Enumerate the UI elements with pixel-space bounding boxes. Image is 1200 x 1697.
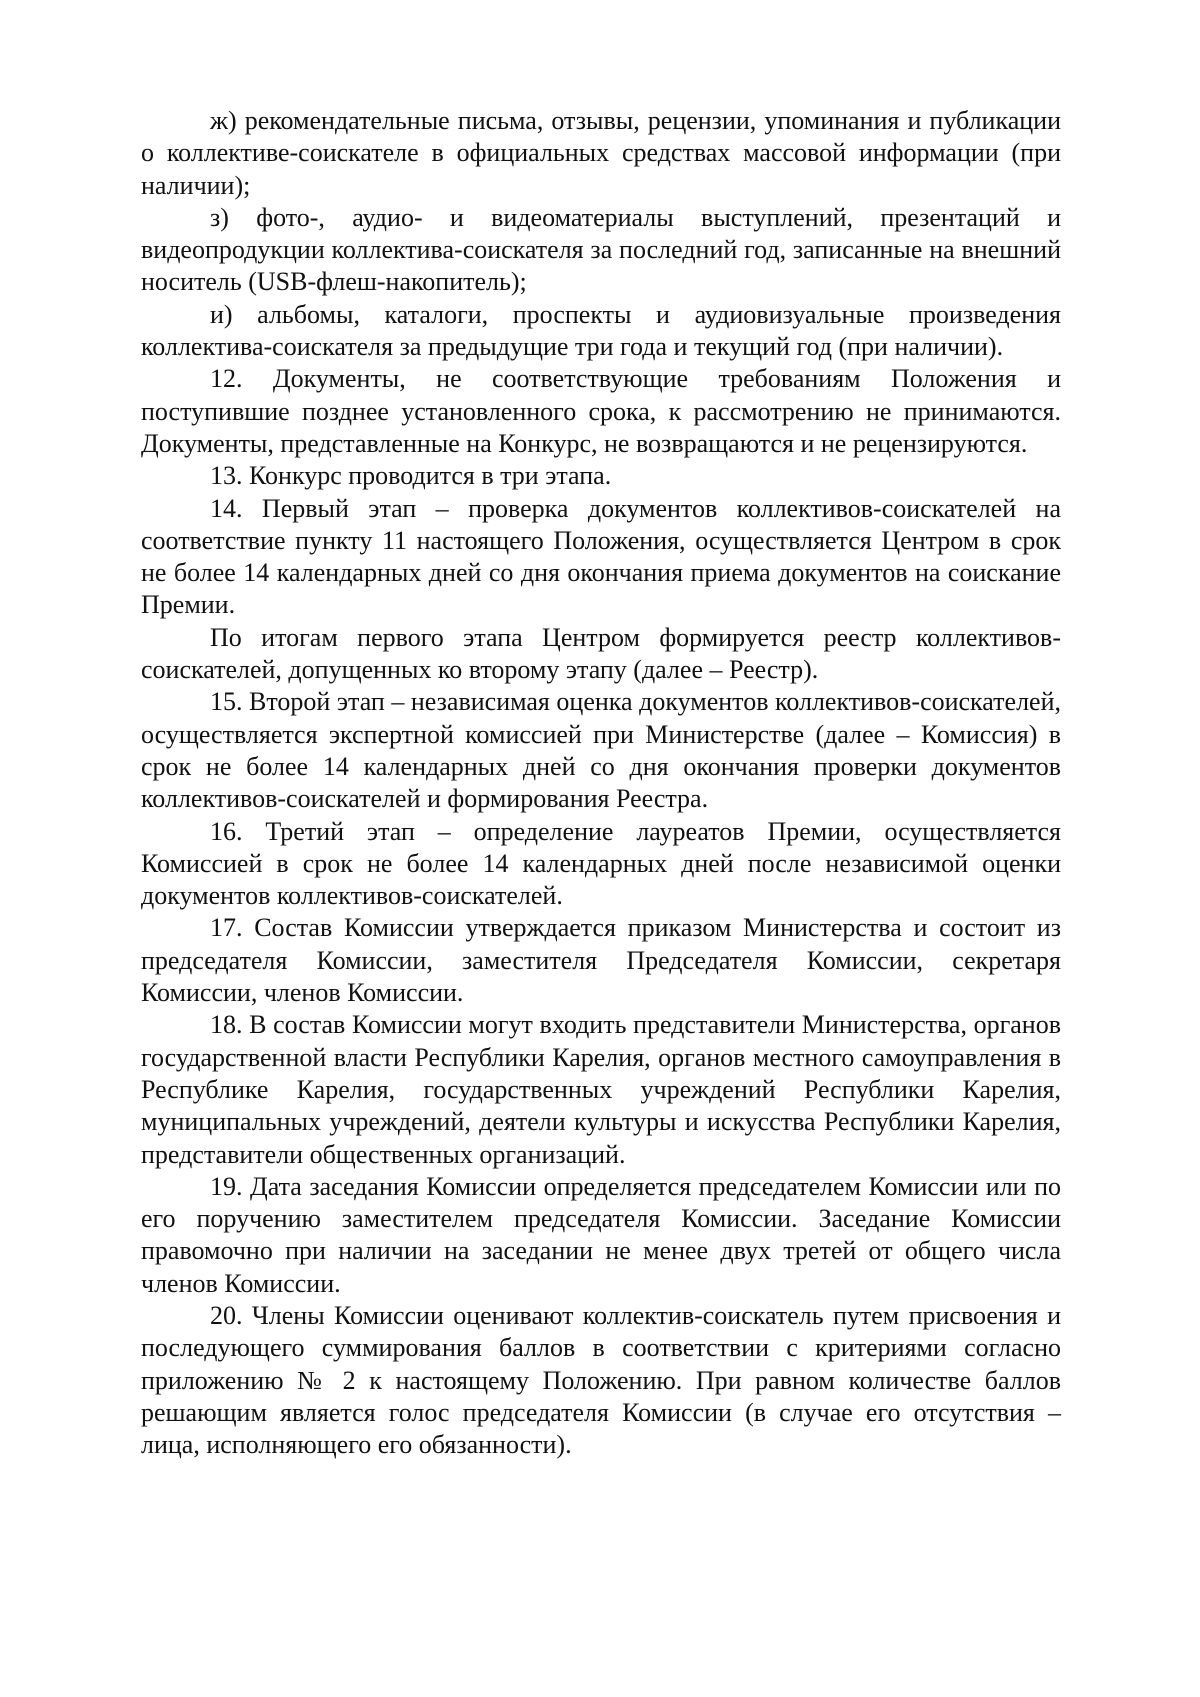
paragraph-clause-14: 14. Первый этап – проверка документов коллективов-соискателей на соответствие пункту 11 настоящего Положения, осуществляется Центром в срок не более 14 календарных дней со дня окончания приема документов на соискание Премии.	[141, 493, 1061, 620]
paragraph-item-i: и) альбомы, каталоги, проспекты и аудиовизуальные произведения коллектива-соискателя за предыдущие три года и текущий год (при наличии).	[141, 299, 1061, 362]
paragraph-item-z: з) фото-, аудио- и видеоматериалы выступлений, презентаций и видеопродукции коллектива-соискателя за последний год, записанные на внешний носитель (USB-флеш-накопитель);	[141, 202, 1061, 297]
paragraph-clause-16: 16. Третий этап – определение лауреатов Премии, осуществляется Комиссией в срок не более 14 календарных дней после независимой оценки документов коллективов-соискателей.	[141, 816, 1061, 911]
paragraph-clause-13: 13. Конкурс проводится в три этапа.	[210, 461, 612, 491]
paragraph-clause-14-continued: По итогам первого этапа Центром формируется реестр коллективов-соискателей, допущенных ко второму этапу (далее – Реестр).	[141, 622, 1061, 685]
paragraph-clause-19: 19. Дата заседания Комиссии определяется председателем Комиссии или по его поручению заместителем председателя Комиссии. Заседание Комиссии правомочно при наличии на заседании не менее двух третей от общего числа членов Комиссии.	[141, 1171, 1061, 1298]
paragraph-clause-17: 17. Состав Комиссии утверждается приказом Министерства и состоит из председателя Комиссии, заместителя Председателя Комиссии, секретаря Комиссии, членов Комиссии.	[141, 913, 1061, 1008]
paragraph-clause-20: 20. Члены Комиссии оценивают коллектив-соискатель путем присвоения и последующего суммирования баллов в соответствии с критериями согласно приложению № 2 к настоящему Положению. При равном количестве баллов решающим является голос председателя Комиссии (в случае его отсутствия – лица, исполняющего его обязанности).	[141, 1300, 1061, 1460]
document-page	[141, 105, 1061, 1461]
paragraph-clause-12: 12. Документы, не соответствующие требованиям Положения и поступившие позднее установленного срока, к рассмотрению не принимаются. Документы, представленные на Конкурс, не возвращаются и не рецензируются.	[141, 364, 1061, 458]
paragraph-item-zh: ж) рекомендательные письма, отзывы, рецензии, упоминания и публикации о коллективе-соискателе в официальных средствах массовой информации (при наличии);	[141, 106, 1061, 200]
paragraph-clause-18: 18. В состав Комиссии могут входить представители Министерства, органов государственной власти Республики Карелия, органов местного самоуправления в Республике Карелия, государственных учреждений Республики Карелия, муниципальных учреждений, деятели культуры и искусства Республики Карелия, представители общественных организаций.	[141, 1010, 1061, 1169]
paragraph-clause-15: 15. Второй этап – независимая оценка документов коллективов-соискателей, осуществляется экспертной комиссией при Министерстве (далее – Комиссия) в срок не более 14 календарных дней со дня окончания проверки документов коллективов-соискателей и формирования Реестра.	[141, 687, 1061, 814]
